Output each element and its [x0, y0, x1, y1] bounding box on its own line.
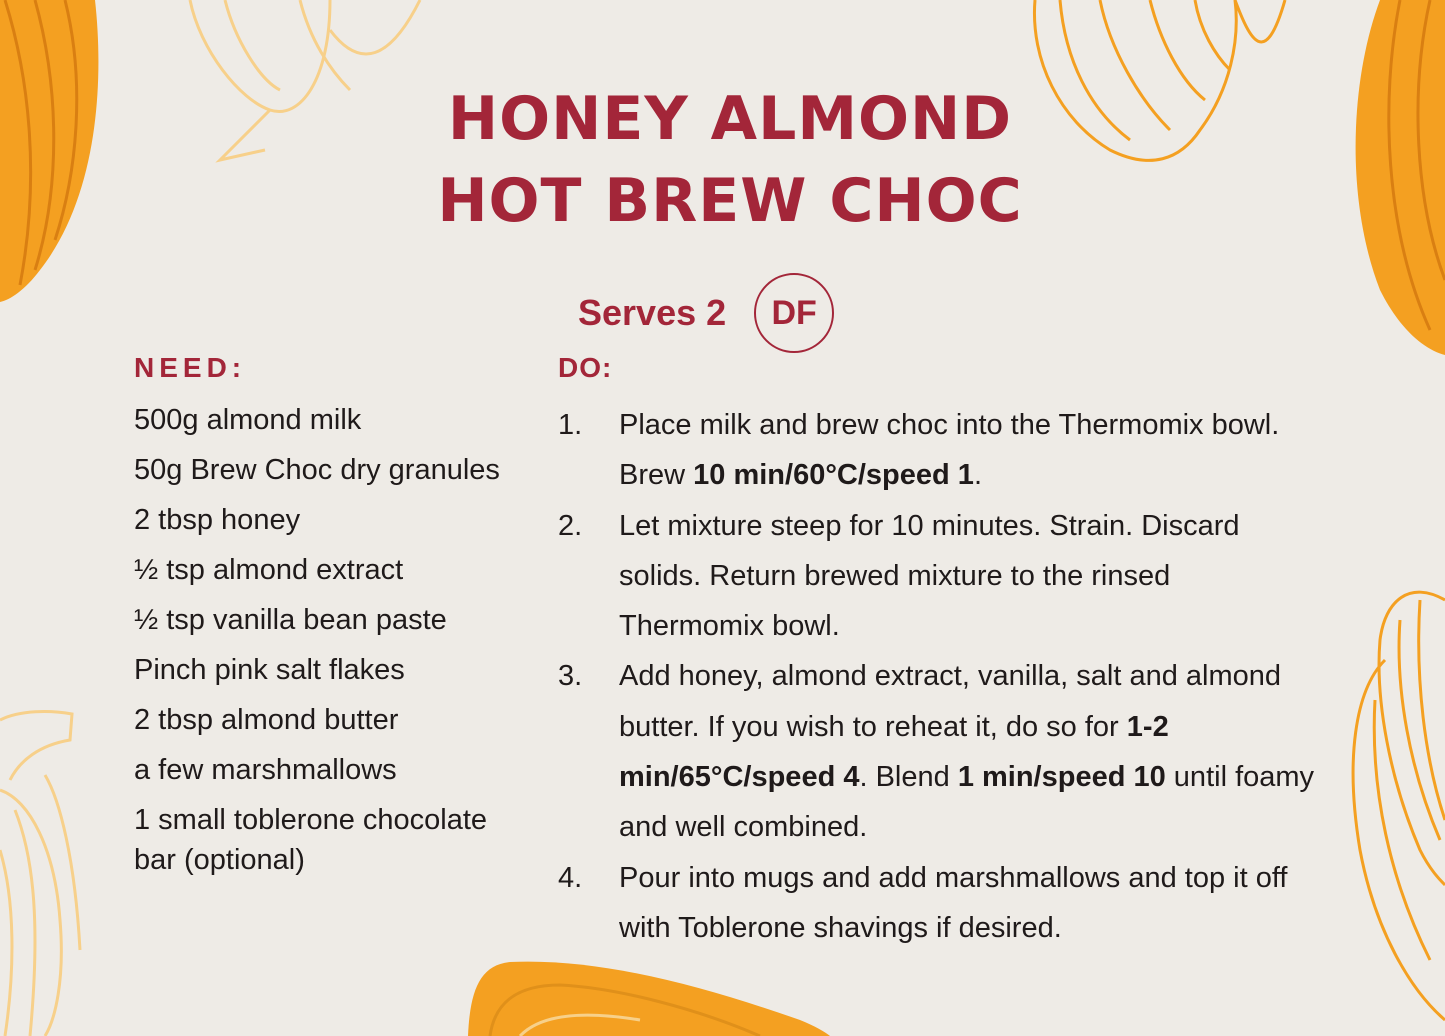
method-step	[558, 400, 1318, 501]
step-text	[619, 501, 1318, 652]
step-text-part: Place milk and brew choc into the Thermomix bowl. Brew	[619, 409, 1280, 492]
step-number: 1.	[558, 409, 583, 441]
step-text	[619, 651, 1318, 852]
step-text	[619, 400, 1318, 501]
need-heading: NEED:	[134, 352, 247, 383]
ingredient-item: ½ tsp vanilla bean paste	[134, 604, 447, 636]
almond-icon-top-left	[0, 0, 98, 302]
method-list	[558, 400, 1318, 953]
step-number: 4.	[558, 861, 583, 894]
ingredient-item: 50g Brew Choc dry granules	[134, 454, 500, 486]
step-text	[619, 853, 1318, 954]
ingredient-item: a few marshmallows	[134, 754, 397, 786]
method-step	[558, 853, 1318, 954]
recipe-title-line1: HONEY ALMOND	[447, 84, 1013, 154]
ingredient-item: 500g almond milk	[134, 404, 362, 436]
step-text-part: . Blend	[859, 761, 958, 794]
method-step	[558, 651, 1318, 852]
step-setting-bold: 10 min/60°C/speed 1	[693, 459, 974, 492]
step-text-part: until foamy and well combined.	[619, 761, 1315, 844]
recipe-title	[380, 78, 1080, 242]
ingredient-item: 1 small toblerone chocolate bar (optional)	[134, 804, 488, 876]
do-heading: DO:	[558, 352, 613, 383]
step-text-part: Let mixture steep for 10 minutes. Strain. Discard solids. Return brewed mixture to the rinsed Thermomix bowl.	[619, 509, 1240, 643]
step-text-part: Pour into mugs and add marshmallows and top it off with Toblerone shavings if desired.	[619, 861, 1288, 944]
ingredient-item: ½ tsp almond extract	[134, 554, 404, 586]
step-text-part: .	[973, 459, 982, 492]
step-setting-bold: 1-2 min/65°C/speed 4	[619, 710, 1169, 794]
almond-outline-icon-bottom-right	[1353, 592, 1445, 1020]
ingredient-item: Pinch pink salt flakes	[134, 654, 405, 686]
ingredient-item: 2 tbsp almond butter	[134, 704, 399, 736]
method-step	[558, 501, 1318, 652]
ingredient-list	[134, 400, 514, 890]
ingredient-item: 2 tbsp honey	[134, 504, 301, 536]
almond-icon-right	[1356, 0, 1445, 355]
dairy-free-badge: DF	[754, 273, 834, 353]
almond-icon-bottom-center	[468, 962, 830, 1036]
serves-label: Serves 2	[578, 292, 727, 333]
step-number: 2.	[558, 509, 583, 542]
almond-outline-icon-bottom-left	[0, 712, 80, 1036]
recipe-title-line2: HOT BREW CHOC	[437, 166, 1023, 236]
serves-row	[578, 268, 834, 358]
step-text-part: Add honey, almond extract, vanilla, salt and almond butter. If you wish to reheat it, do so for	[619, 660, 1282, 743]
step-setting-bold: 1 min/speed 10	[957, 761, 1166, 794]
step-number: 3.	[558, 660, 583, 693]
